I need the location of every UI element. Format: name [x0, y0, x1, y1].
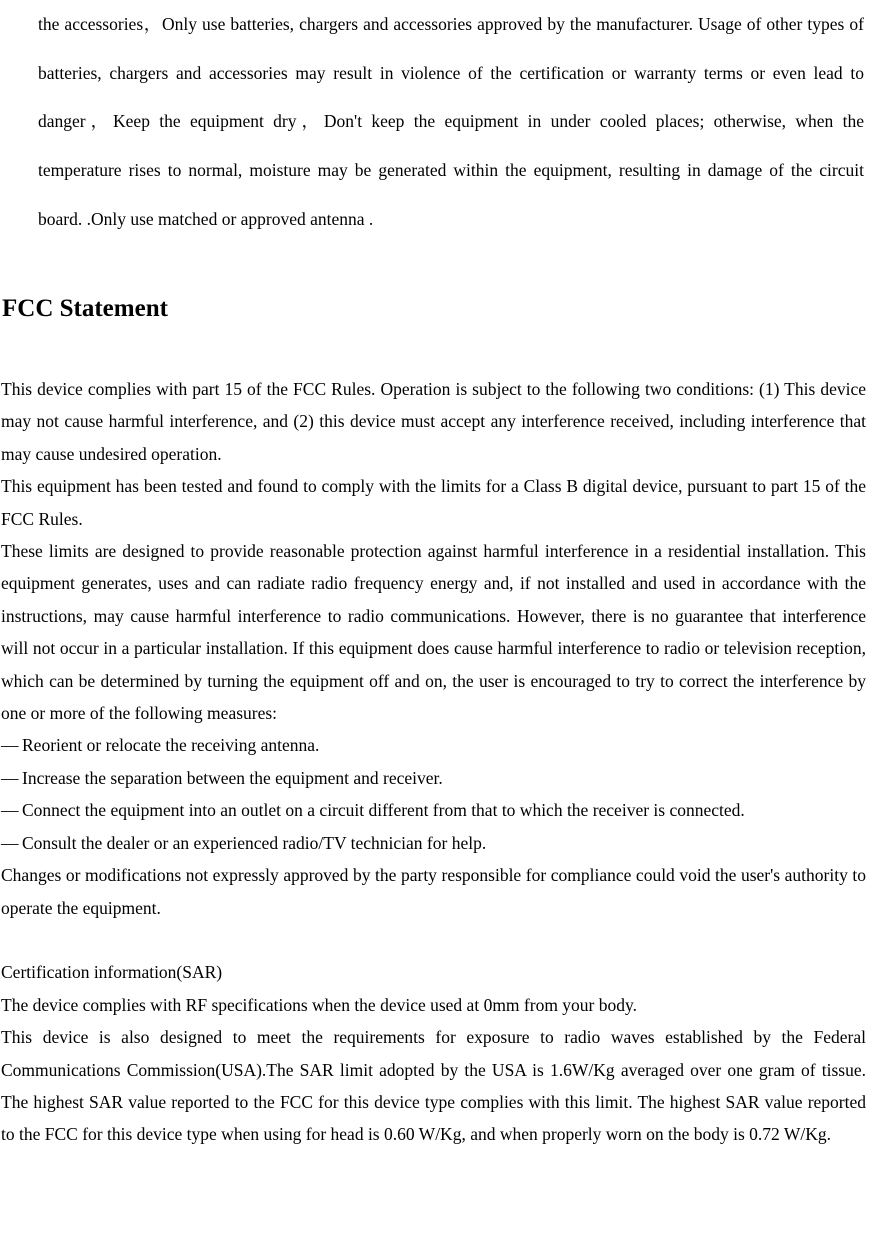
measure-item: [1, 729, 866, 761]
intro-section: [38, 0, 864, 244]
sar-title: Certification information(SAR): [1, 962, 223, 983]
measure-text: Consult the dealer or an experienced radio/TV technician for help.: [22, 832, 487, 853]
fcc-tested-paragraph: This equipment has been tested and found to comply with the limits for a Class B digital device, pursuant to part 15 of the FCC Rules.: [1, 476, 866, 529]
fcc-statement-heading: FCC Statement: [2, 295, 168, 322]
fcc-body: [1, 373, 866, 1151]
measure-text: Reorient or relocate the receiving antenna.: [22, 735, 320, 756]
sar-details-paragraph: This device is also designed to meet the requirements for exposure to radio waves established by the Federal Communications Commission(USA).The SAR limit adopted by the USA is 1.6W/Kg averaged over one gram of tissue. The highest SAR value reported to the FCC for this device type complies with this limit. The highest SAR value reported to the FCC for this device type when using for head is 0.60 W/Kg, and when properly worn on the body is 0.72 W/Kg.: [1, 1027, 866, 1145]
dash-mark: —: [1, 767, 19, 788]
intro-paragraph: the accessories，Only use batteries, chargers and accessories approved by the manufacturer. Usage of other types of batteries, chargers and accessories may result in violence of the certification or warranty terms or even lead to danger，Keep the equipment dry，Don't keep the equipment in under cooled places; otherwise, when the temperature rises to normal, moisture may be generated within the equipment, resulting in damage of the circuit board. .Only use matched or approved antenna .: [38, 14, 864, 229]
section-spacer: [1, 924, 866, 956]
measure-item: [1, 762, 866, 794]
fcc-compliance-paragraph: This device complies with part 15 of the FCC Rules. Operation is subject to the following two conditions: (1) This device may not cause harmful interference, and (2) this device must accept any interference received, including interference that may cause undesired operation.: [1, 379, 866, 464]
dash-mark: —: [1, 832, 19, 853]
measure-item: [1, 827, 866, 859]
sar-body-distance: The device complies with RF specifications when the device used at 0mm from your body.: [1, 994, 637, 1015]
dash-mark: —: [1, 735, 19, 756]
measure-item: [1, 794, 866, 826]
measure-text: Connect the equipment into an outlet on a circuit different from that to which the receiver is connected.: [22, 800, 745, 821]
dash-mark: —: [1, 800, 19, 821]
measure-text: Increase the separation between the equipment and receiver.: [22, 767, 443, 788]
fcc-changes-paragraph: Changes or modifications not expressly approved by the party responsible for compliance could void the user's authority to operate the equipment.: [1, 865, 866, 918]
fcc-limits-paragraph: These limits are designed to provide reasonable protection against harmful interference in a residential installation. This equipment generates, uses and can radiate radio frequency energy and, if not installed and used in accordance with the instructions, may cause harmful interference to radio communications. However, there is no guarantee that interference will not occur in a particular installation. If this equipment does cause harmful interference to radio or television reception, which can be determined by turning the equipment off and on, the user is encouraged to try to correct the interference by one or more of the following measures:: [1, 541, 866, 724]
